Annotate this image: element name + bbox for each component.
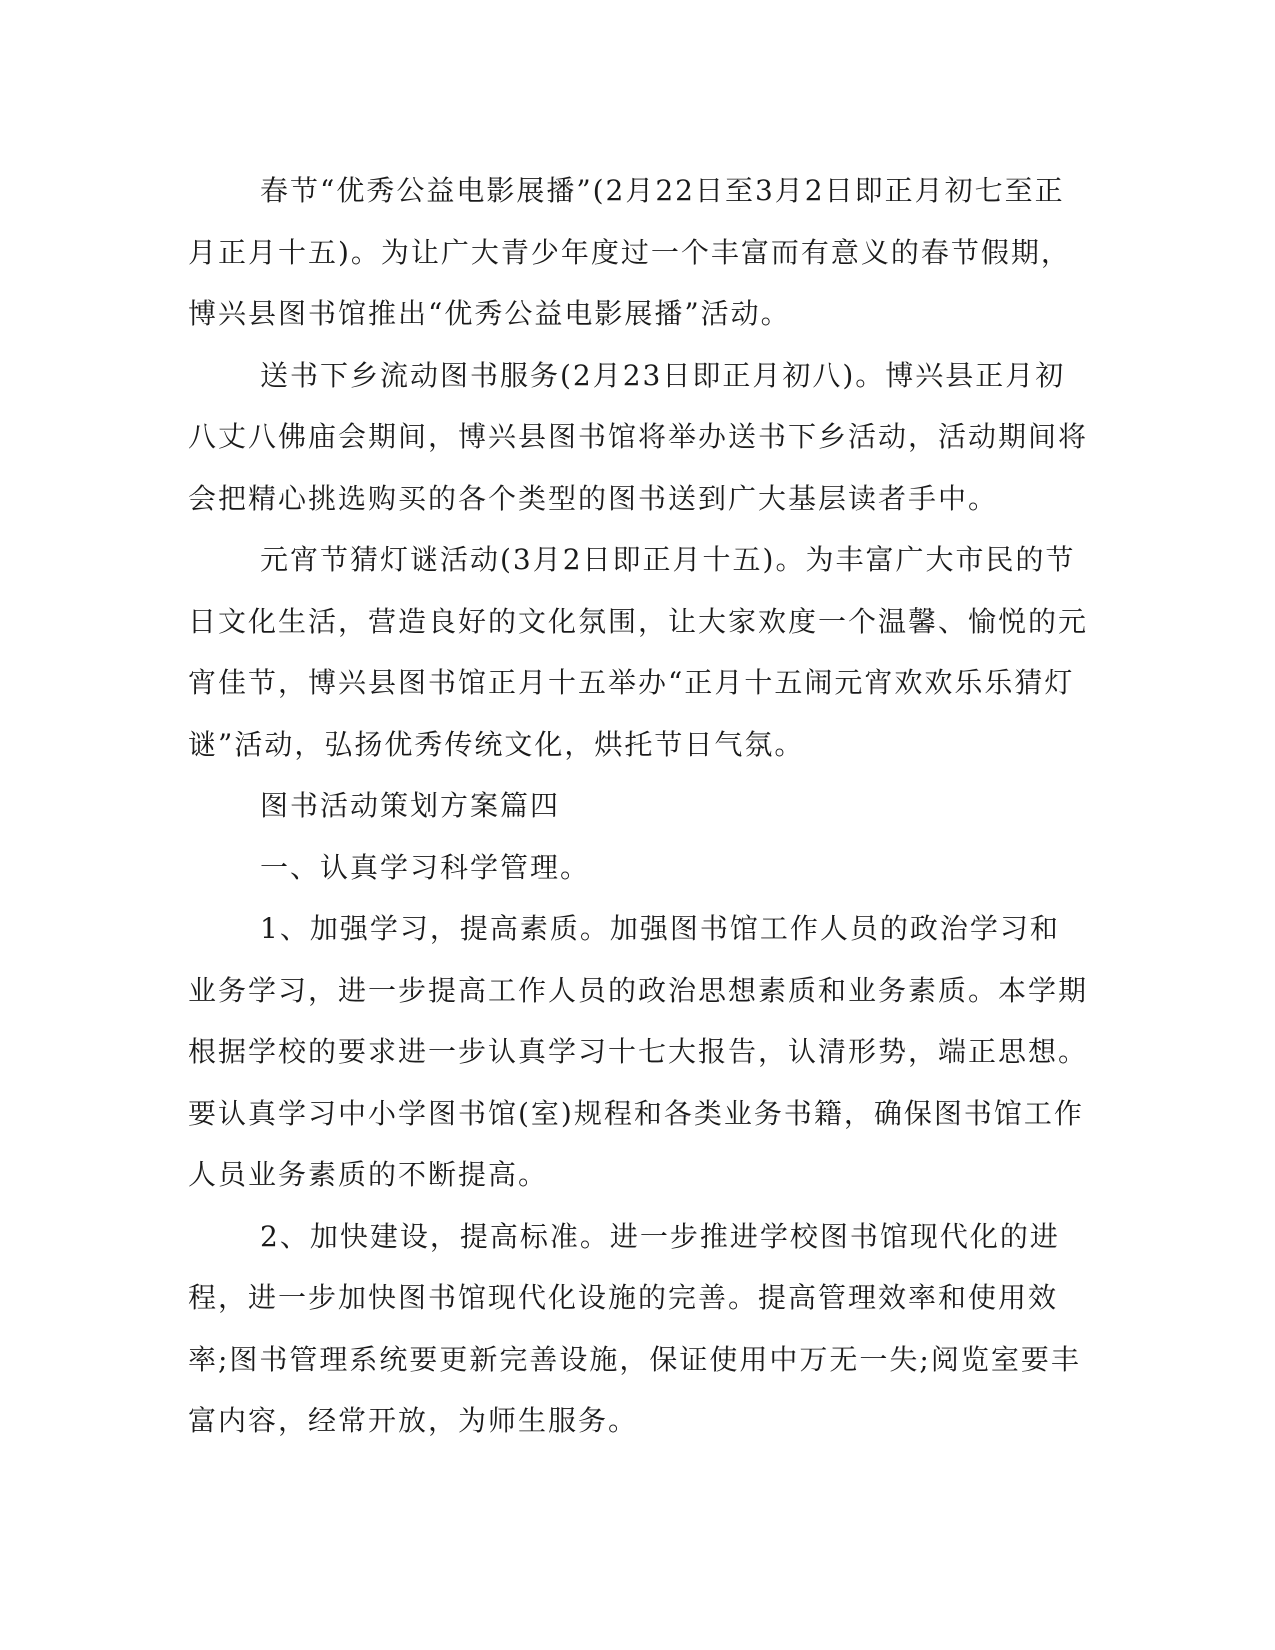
- paragraph-accelerate-construction: 2、加快建设，提高标准。进一步推进学校图书馆现代化的进程，进一步加快图书馆现代化设施的完善。提高管理效率和使用效率;图书管理系统要更新完善设施，保证使用中万无一失;阅览室要丰富内容，经常开放，为师生服务。: [188, 1219, 1081, 1437]
- section-heading-study-management: 一、认真学习科学管理。: [260, 850, 591, 884]
- section-heading-plan-four: 图书活动策划方案篇四: [260, 789, 561, 822]
- paragraph-book-delivery: 送书下乡流动图书服务(2月23日即正月初八)。博兴县正月初八丈八佛庙会期间，博兴县图书馆将举办送书下乡活动，活动期间将会把精心挑选购买的各个类型的图书送到广大基层读者手中。: [188, 358, 1089, 515]
- document-body: [188, 160, 1088, 1452]
- paragraph-strengthen-study: 1、加强学习，提高素质。加强图书馆工作人员的政治学习和业务学习，进一步提高工作人员的政治思想素质和业务素质。本学期根据学校的要求进一步认真学习十七大报告，认清形势，端正思想。要认真学习中小学图书馆(室)规程和各类业务书籍，确保图书馆工作人员业务素质的不断提高。: [188, 912, 1089, 1191]
- paragraph-spring-festival-film: 春节“优秀公益电影展播”(2月22日至3月2日即正月初七至正月正月十五)。为让广大青少年度过一个丰富而有意义的春节假期，博兴县图书馆推出“优秀公益电影展播”活动。: [188, 174, 1071, 330]
- paragraph-lantern-riddles: 元宵节猜灯谜活动(3月2日即正月十五)。为丰富广大市民的节日文化生活，营造良好的文化氛围，让大家欢度一个温馨、愉悦的元宵佳节，博兴县图书馆正月十五举办“正月十五闹元宵欢欢乐乐猜灯谜”活动，弘扬优秀传统文化，烘托节日气氛。: [188, 543, 1089, 761]
